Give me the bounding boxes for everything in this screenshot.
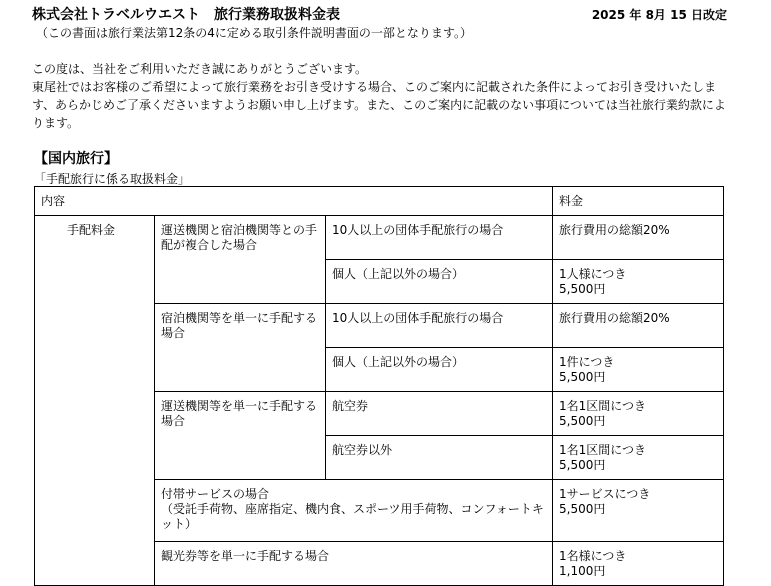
category-cell: 手配料金 <box>35 216 155 586</box>
case-cell: 10人以上の団体手配旅行の場合 <box>326 304 553 348</box>
legal-note: （この書面は旅行業法第12条の4に定める取引条件説明書面の一部となります。） <box>36 26 472 40</box>
document-header <box>32 4 727 24</box>
revision-date: 2025 年 8月 15 日改定 <box>591 8 727 22</box>
group-ancillary: 付帯サービスの場合 （受託手荷物、座席指定、機内食、スポーツ用手荷物、コンフォートキット） <box>155 480 553 542</box>
group-lodging: 宿泊機関等を単一に手配する場合 <box>155 304 326 392</box>
group-combined: 運送機関と宿泊機関等との手配が複合した場合 <box>155 216 326 304</box>
fee-cell: 旅行費用の総額20% <box>553 216 724 260</box>
case-cell: 個人（上記以外の場合） <box>326 260 553 304</box>
case-cell: 航空券以外 <box>326 436 553 480</box>
intro-greeting: この度は、当社をご利用いただき誠にありがとうございます。 <box>32 62 368 76</box>
fee-cell: 1名1区間につき 5,500円 <box>553 392 724 436</box>
case-cell: 航空券 <box>326 392 553 436</box>
header-content: 内容 <box>35 187 553 216</box>
group-sightseeing: 観光券等を単一に手配する場合 <box>155 542 553 586</box>
document-title: 株式会社トラベルウエスト 旅行業務取扱料金表 <box>32 7 340 23</box>
fee-cell: 1サービスにつき 5,500円 <box>553 480 724 542</box>
intro-terms: 東尾社ではお客様のご希望によって旅行業務をお引き受けする場合、このご案内に記載された条件によってお引き受けいたします、あらかじめご了承くださいますようお願い申し上げます。また、このご案内に記載のない事項については当社旅行業約款によります。 <box>32 80 726 130</box>
table-header-row <box>35 187 724 216</box>
fee-cell: 1名1区間につき 5,500円 <box>553 436 724 480</box>
table-row <box>35 216 724 260</box>
case-cell: 個人（上記以外の場合） <box>326 348 553 392</box>
header-fee: 料金 <box>553 187 724 216</box>
fee-cell: 旅行費用の総額20% <box>553 304 724 348</box>
fee-cell: 1名様につき 1,100円 <box>553 542 724 586</box>
case-cell: 10人以上の団体手配旅行の場合 <box>326 216 553 260</box>
fee-cell: 1件につき 5,500円 <box>553 348 724 392</box>
introduction <box>32 60 728 132</box>
section-subtitle: 「手配旅行に係る取扱料金」 <box>34 172 191 186</box>
group-transport: 運送機関等を単一に手配する場合 <box>155 392 326 480</box>
fee-table <box>34 186 724 586</box>
section-title: 【国内旅行】 <box>34 151 118 167</box>
fee-cell: 1人様につき 5,500円 <box>553 260 724 304</box>
